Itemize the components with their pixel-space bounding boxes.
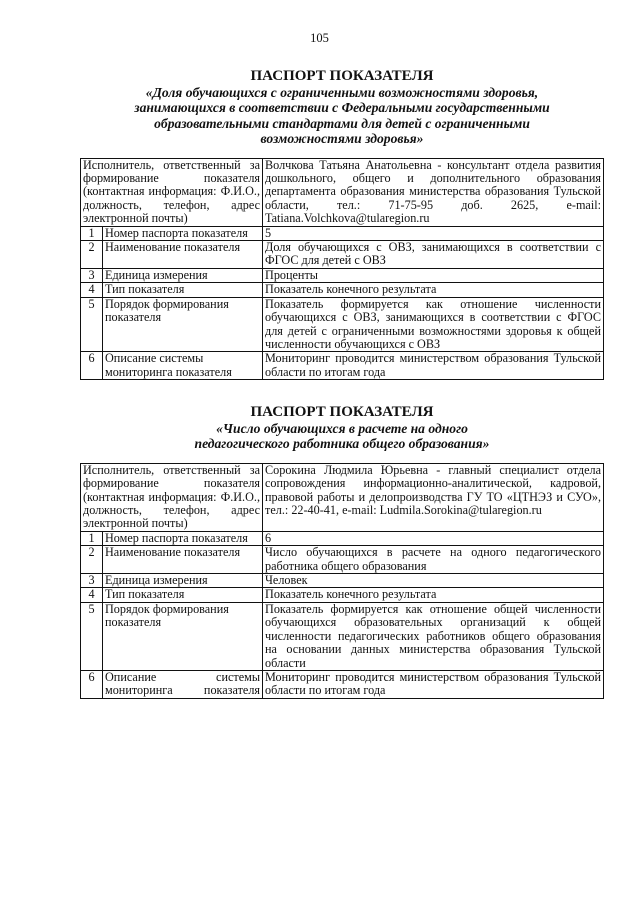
subtitle-line: педагогического работника общего образования» bbox=[194, 436, 490, 452]
row-number: 3 bbox=[81, 268, 103, 282]
row-name: Порядок формирования показателя bbox=[103, 297, 263, 352]
row-name: Наименование показателя bbox=[103, 241, 263, 269]
table-row bbox=[81, 226, 604, 240]
table-row bbox=[81, 158, 604, 226]
executor-label: Исполнитель, ответственный за формирование показателя (контактная информация: Ф.И.О., должность, телефон, адрес электронной почты) bbox=[81, 158, 263, 226]
passport-title: ПАСПОРТ ПОКАЗАТЕЛЯ bbox=[250, 404, 434, 420]
passport-subtitle bbox=[80, 85, 604, 147]
passport-table bbox=[80, 463, 604, 699]
row-name: Номер паспорта показателя bbox=[103, 531, 263, 545]
passport-2 bbox=[80, 404, 604, 699]
row-name: Тип показателя bbox=[103, 588, 263, 602]
subtitle-line: занимающихся в соответствии с Федеральными государственными bbox=[134, 100, 550, 116]
passport-1 bbox=[80, 68, 604, 380]
row-value: Показатель формируется как отношение численности обучающихся с ОВЗ, занимающихся в соответствии с ФГОС для детей с ограниченными возможностями здоровья к общей численности обучающихся с ОВЗ bbox=[263, 297, 604, 352]
row-number: 4 bbox=[81, 283, 103, 297]
row-value: Показатель конечного результата bbox=[263, 588, 604, 602]
table-row bbox=[81, 352, 604, 380]
table-row bbox=[81, 297, 604, 352]
row-name: Описание системы мониторинга показателя bbox=[103, 670, 263, 698]
row-value: Показатель формируется как отношение общей численности обучающихся образовательных организаций к общей численности педагогических работников общего образования на основании данных министерства образования Тульской области bbox=[263, 602, 604, 670]
row-value: Проценты bbox=[263, 268, 604, 282]
row-name: Единица измерения bbox=[103, 574, 263, 588]
row-number: 5 bbox=[81, 297, 103, 352]
subtitle-line: возможностями здоровья» bbox=[260, 131, 424, 147]
row-name: Тип показателя bbox=[103, 283, 263, 297]
row-number: 1 bbox=[81, 531, 103, 545]
passport-title: ПАСПОРТ ПОКАЗАТЕЛЯ bbox=[250, 68, 434, 84]
row-number: 6 bbox=[81, 352, 103, 380]
row-value: Мониторинг проводится министерством образования Тульской области по итогам года bbox=[263, 352, 604, 380]
table-row bbox=[81, 588, 604, 602]
row-number: 2 bbox=[81, 241, 103, 269]
row-value: Показатель конечного результата bbox=[263, 283, 604, 297]
subtitle-line: «Доля обучающихся с ограниченными возможностями здоровья, bbox=[145, 85, 539, 100]
table-row bbox=[81, 241, 604, 269]
row-number: 5 bbox=[81, 602, 103, 670]
row-value: Человек bbox=[263, 574, 604, 588]
table-row bbox=[81, 670, 604, 698]
executor-label: Исполнитель, ответственный за формирование показателя (контактная информация: Ф.И.О., должность, телефон, адрес электронной почты) bbox=[81, 463, 263, 531]
row-value: 5 bbox=[263, 226, 604, 240]
subtitle-line: «Число обучающихся в расчете на одного bbox=[216, 421, 468, 436]
table-row bbox=[81, 531, 604, 545]
row-name: Единица измерения bbox=[103, 268, 263, 282]
table-row bbox=[81, 283, 604, 297]
row-value: 6 bbox=[263, 531, 604, 545]
row-number: 3 bbox=[81, 574, 103, 588]
row-number: 6 bbox=[81, 670, 103, 698]
page-number: 105 bbox=[310, 31, 329, 45]
table-row bbox=[81, 602, 604, 670]
row-name: Порядок формирования показателя bbox=[103, 602, 263, 670]
table-row bbox=[81, 546, 604, 574]
row-name: Номер паспорта показателя bbox=[103, 226, 263, 240]
row-number: 1 bbox=[81, 226, 103, 240]
table-row bbox=[81, 574, 604, 588]
passport-subtitle bbox=[80, 421, 604, 452]
passport-table bbox=[80, 158, 604, 381]
row-value: Доля обучающихся с ОВЗ, занимающихся в соответствии с ФГОС для детей с ОВЗ bbox=[263, 241, 604, 269]
table-row bbox=[81, 268, 604, 282]
executor-value: Волчкова Татьяна Анатольевна - консультант отдела развития дошкольного, общего и дополнительного образования департамента образования министерства образования Тульской области, тел.: 71-75-95 доб. 2625, e-mail: Tatiana.Volchkova@tularegion.ru bbox=[263, 158, 604, 226]
subtitle-line: образовательными стандартами для детей с ограниченными bbox=[154, 115, 530, 131]
row-value: Мониторинг проводится министерством образования Тульской области по итогам года bbox=[263, 670, 604, 698]
executor-value: Сорокина Людмила Юрьевна - главный специалист отдела сопровождения информационно-аналитической, кадровой, правовой работы и делопроизводства ГУ ТО «ЦТНЭЗ и СУО», тел.: 22-40-41, e-mail: Ludmila.Sorokina@tularegion.ru bbox=[263, 463, 604, 531]
row-name: Наименование показателя bbox=[103, 546, 263, 574]
row-number: 4 bbox=[81, 588, 103, 602]
row-name: Описание системы мониторинга показателя bbox=[103, 352, 263, 380]
row-value: Число обучающихся в расчете на одного педагогического работника общего образования bbox=[263, 546, 604, 574]
row-number: 2 bbox=[81, 546, 103, 574]
table-row bbox=[81, 463, 604, 531]
